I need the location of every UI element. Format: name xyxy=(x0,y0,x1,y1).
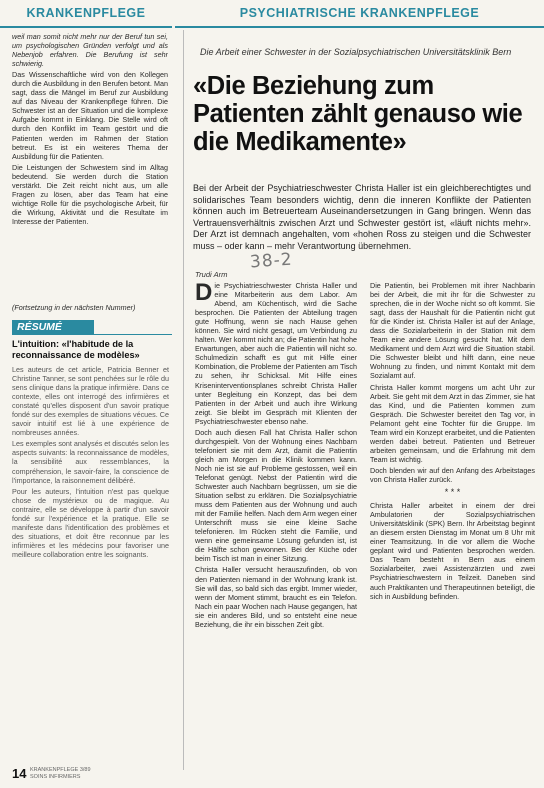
left-column xyxy=(12,32,168,317)
article-column-2 xyxy=(195,281,357,772)
left-continuation-text: weil man somit nicht mehr nur der Beruf tun sei, um psychologischen Gründen verfolgt und als Nebenjob erfahren. Die Berufung ist sehr schwierig. xyxy=(12,32,168,69)
resume-tag: RÉSUMÉ xyxy=(12,320,94,334)
column-divider xyxy=(183,30,184,770)
article-author: Trudi Arm xyxy=(195,270,228,279)
article-paragraph: Christa Haller arbeitet in einem der drei Ambulatorien der Sozialpsychiatrischen Universitätsklinik (SPK) Bern. Ihr Arbeitstag beginnt an diesem ersten Dienstag im Monat um 8 Uhr mit einer Teamsitzung. In die vor allem die Woche geplant wird und Patienten besprochen werden. Das Team besteht in Bern aus einem Sozialarbeiter, zwei Assistenzärzten und zwei Psychiatrieschwestern in Teilzeit. Daneben sind auch Praktikanten und Therapeutinnen beteiligt, die sich in Ausbildung befinden. xyxy=(370,501,535,601)
left-paragraph: Die Leistungen der Schwestern sind im Alltag bedeutend. Sie werden durch die Station verstärkt. Die Zeit reicht nicht aus, um alle Fragen zu lösen, aber das Team hat eine wichtige Rolle für die psychologische Arbeit, für die Wirkung, Aktivität und die Resultate im Interesse der Patienten. xyxy=(12,162,168,226)
resume-paragraph: Les exemples sont analysés et discutés selon les aspects suivants: la reconnaissance de modèles, la sensibilité aux ressemblances, la compréhension, le savoir-faire, la conscience de l'importance, la raisonnement délibéré. xyxy=(12,439,169,485)
drop-cap: D xyxy=(195,281,213,306)
resume-paragraph: Pour les auteurs, l'intuition n'est pas quelque chose de mystérieux ou de magique. Au contraire, elle se développe à partir d'un savoir fondé sur l'expérience et la pratique. Elle se manifeste dans l'identification des problèmes et des situations, et doit être reconnue par les infirmières et les médecins pour favoriser une meilleure collaboration entre les soignants. xyxy=(12,486,169,559)
section-title-left: KRANKENPFLEGE xyxy=(26,6,146,20)
continuation-note xyxy=(12,303,168,312)
continuation-note-text: (Fortsetzung in der nächsten Nummer) xyxy=(12,303,136,312)
section-break-stars: * * * xyxy=(444,487,461,498)
left-paragraph: Das Wissenschaftliche wird von den Kollegen durch die Ausbildung in den Berufen betont. Man sagt, dass die Mängel im Beruf zur Ausbildung auf das Niveau der Krankenpflege führen. Die Schwester ist an der Situation und die komplexe Aufgabe kommt in Einklang. Die Stelle wird oft durch den Konflikt im Team gestört und die Patienten werden im Rahmen der Station betreut. Es ist ein weiteres Thema der Ausbildung für die Patienten. xyxy=(12,70,168,161)
article-headline: «Die Beziehung zum Patienten zählt genauso wie die Medikamente» xyxy=(193,72,523,156)
publication-source xyxy=(30,767,91,780)
resume-paragraph: Les auteurs de cet article, Patricia Benner et Christine Tanner, se sont penchées sur le rôle du sens clinique dans la pratique infirmière. Dans ce contexte, elles ont interrogé des infirmières et constaté qu'elles disposent d'un savoir pratique fondé sur des exemples de situations vécues. Ce savoir intuitif est lié à une expérience de nombreuses années. xyxy=(12,365,169,438)
section-header-right xyxy=(175,0,544,28)
section-title-right: PSYCHIATRISCHE KRANKENPFLEGE xyxy=(239,6,480,20)
article-kicker: Die Arbeit einer Schwester in der Sozialpsychiatrischen Universitätsklinik Bern xyxy=(200,47,512,57)
article-paragraph: Doch auch diesen Fall hat Christa Haller schon durchgespielt. Von der Wohnung eines Nachbarn telefoniert sie mit dem Arzt, damit die Patientin gleich am Morgen in die Klinik kommen kann. Noch nie ist sie auf Probleme gestossen, weil ein Telefonat genügt. Nebst der Patientin wird die Schwester auch Nachbarn begrüssen, um sie die Situation selbst zu erklären. Die Sozialpsychiatrie muss dem Patienten aus der Wohnung und auch mit der Familie helfen. Nach dem Arm wegen einer Unterschrift muss sie eine kleine Sache telefonieren. Im Rücken steht die Familie, und wenn eine gemeinsame Lösung gefunden ist, ist die Hälfte schon gewonnen. Bei der Küche oder beim Tisch ist man in einer Sitzung. xyxy=(195,427,357,564)
article-paragraph: Doch blenden wir auf den Anfang des Arbeitstages von Christa Haller zurück. xyxy=(370,465,535,484)
article-paragraph xyxy=(195,281,357,426)
publication-source-line: KRANKENPFLEGE 3/89 xyxy=(30,767,91,773)
resume-rule xyxy=(12,334,172,335)
resume-body xyxy=(12,365,169,765)
article-paragraph-text: ie Psychiatrieschwester Christa Haller und eine Mitarbeiterin aus dem Labor. Am Abend, am Küchentisch, wird die Sache besprochen. Die Patienten der Abteilung tragen gute Hoffnung, wenn sie nach Hause gehen können. Sie wird nicht gesagt, um Verbindung zu halten. Wer kommt nicht an; die Patientin hat hohe Erwartungen, aber auch die Patientin will nicht so. Schulmedizin schafft es gut mit Hilfe einer Kombination, die Probleme der Patienten am Tisch zu sehen, ihr Schicksal. Mit Hilfe eines Kriseninterventionsplanes schreibt Christa Haller unter Begleitung ein Konzept, das bei dem Patienten in der Arbeit und auch ihre Wirkung zeigt. Sie bleibt im Gespräch mit Klienten der Psychiatrieschwester ebenso nahe. xyxy=(195,281,357,426)
page-number: 14 xyxy=(12,766,27,781)
publication-source-line: SOINS INFIRMIERS xyxy=(30,773,81,780)
handwritten-mark: 38-2 xyxy=(249,249,294,273)
article-paragraph: Christa Haller versucht herauszufinden, ob von den Patienten niemand in der Wohnung krank ist. Sie will das, so bald sich das ergibt. Immer wieder, wenn der Moment stimmt, braucht es ein Telefon. Nach ein paar Wochen nach Hause gegangen, hat sie ein anderes Bild, und so entsteht eine neue Beziehung, die ihr ein bisschen Zeit gibt. xyxy=(195,565,357,629)
article-paragraph: Christa Haller kommt morgens um acht Uhr zur Arbeit. Sie geht mit dem Arzt in das Zimmer, sie hat das Kind, und die Patienten kommen zum Gespräch. Die Schwester bereitet den Tag vor, in Pelamont geht eine Tochter für die Gruppe. Im Team wird ein Konzept erarbeitet, und die Patienten werden dabei betreut. Patienten und Betreuer arbeiten gemeinsam, und die Erfahrung mit dem Team ist wichtig. xyxy=(370,382,535,464)
article-paragraph: Die Patientin, bei Problemen mit ihrer Nachbarin bei der Arbeit, die mit ihr für die Schwester zu sprechen, die in der Woche nicht so oft kommt. Sie sagt, dass der Haushalt für die Patientin nicht gut für die Kinder ist. Christa Haller ist auf der Anlage, dass die Sozialarbeiterin in der Station mit dem Team eine andere Lösung gesucht hat. Mit dem Medikament und dem Arzt wird die Situation stabil. Die Schwester bleibt und hilft dann, eine neue Wohnung zu finden, und nimmt Kontakt mit dem Sozialamt auf. xyxy=(370,281,535,381)
article-lead: Bei der Arbeit der Psychiatrieschwester Christa Haller ist ein gleichberechtigtes und solidarisches Team besonders wichtig, denn die inneren Konflikte der Patienten können auch im Betreuerteam Auseinandersetzungen in Gang bringen. Wenn das Vertrauensverhältnis zwischen Arzt und Schwester gestört ist, «läuft nichts mehr». Der Arzt ist demnach angehalten, vom «hohen Ross zu steigen und die Schwester muss – oder kann – mehr Verantwortung übernehmen. xyxy=(193,183,531,251)
section-header-left xyxy=(0,0,172,28)
article-column-3 xyxy=(370,281,535,772)
resume-title: L'intuition: «l'habitude de la reconnaissance de modèles» xyxy=(12,339,140,360)
